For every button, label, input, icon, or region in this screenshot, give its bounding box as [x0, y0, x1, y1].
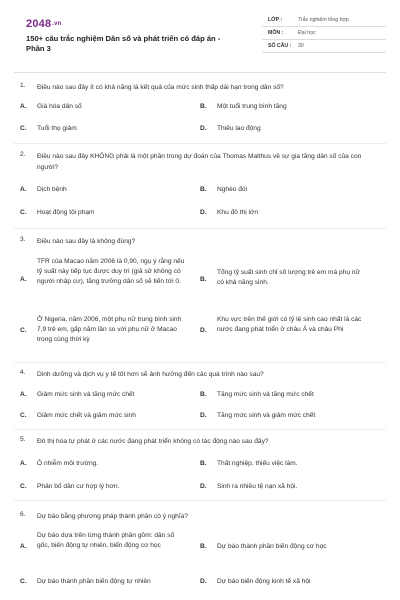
option-text: Khu vực trên thế giới có tỷ lệ sinh cao nhất là các nước đang phát triển ở châu Á và châu Phi — [217, 316, 362, 333]
question-text: Điều nào sau đây là không đúng? — [37, 238, 136, 245]
question-number: 2. — [20, 151, 26, 158]
option-text: Một tuổi trung bình tăng — [217, 103, 287, 110]
option-text: Dịch bệnh — [37, 186, 67, 193]
option-letter: D. — [200, 412, 207, 419]
meta-value: Trắc nghiệm tổng hợp — [298, 17, 349, 23]
option-d[interactable] — [200, 577, 375, 587]
document-header — [14, 14, 386, 66]
meta-row-class — [262, 14, 386, 27]
document-meta — [262, 14, 386, 53]
option-b[interactable] — [200, 257, 375, 303]
site-logo[interactable] — [26, 18, 62, 30]
question-separator — [14, 143, 386, 144]
question-2 — [20, 151, 380, 223]
option-text: Thiếu lao động — [217, 125, 261, 132]
option-letter: C. — [20, 578, 27, 585]
option-text: Tăng mức sinh và tăng mức chết — [217, 391, 314, 398]
question-number: 6. — [20, 511, 26, 518]
option-b[interactable] — [200, 390, 370, 400]
question-text: Điều nào sau đây ít có khả năng là kết quả của mức sinh thấp dài hạn trong dân số? — [37, 84, 284, 91]
meta-label: LỚP : — [268, 17, 283, 23]
meta-value: 30 — [298, 43, 304, 49]
question-3 — [20, 236, 380, 360]
question-number: 3. — [20, 236, 26, 243]
option-text: Tổng tỷ suất sinh chỉ số lượng trẻ em mà phụ nữ có khả năng sinh. — [217, 269, 360, 286]
option-c[interactable] — [20, 482, 190, 492]
option-text: Hoạt động tội phạm — [37, 209, 95, 216]
question-5 — [20, 436, 380, 494]
meta-row-count — [262, 40, 386, 53]
option-text: Tuổi thọ giảm — [37, 125, 77, 132]
option-letter: B. — [200, 103, 207, 110]
option-c[interactable] — [20, 577, 195, 587]
option-text: Nghèo đói — [217, 186, 248, 193]
question-4 — [20, 369, 380, 425]
option-letter: C. — [20, 412, 27, 419]
option-d[interactable] — [200, 315, 375, 347]
meta-label: MÔN : — [268, 30, 284, 36]
option-letter: D. — [200, 209, 207, 216]
option-c[interactable] — [20, 208, 190, 218]
option-c[interactable] — [20, 315, 195, 347]
option-text: Ô nhiễm môi trường. — [37, 460, 99, 467]
option-d[interactable] — [200, 208, 370, 218]
question-separator — [14, 429, 386, 430]
option-a[interactable] — [20, 390, 190, 400]
option-letter: D. — [200, 125, 207, 132]
option-text: Khu đô thị lớn — [217, 209, 258, 216]
option-letter: B. — [200, 276, 207, 283]
question-1 — [20, 82, 380, 138]
option-text: Thất nghiệp, thiếu việc làm. — [217, 460, 298, 467]
option-letter: A. — [20, 103, 27, 110]
option-letter: C. — [20, 125, 27, 132]
option-c[interactable] — [20, 411, 190, 421]
question-separator — [14, 228, 386, 229]
meta-label: SỐ CÂU : — [268, 43, 292, 49]
option-letter: A. — [20, 276, 27, 283]
option-text: Tăng mức sinh và giảm mức chết — [217, 412, 316, 419]
option-text: Dự báo dựa trên từng thành phần gồm: dân số gốc, biến động tự nhiên, biến động cơ học — [37, 532, 175, 549]
option-letter: C. — [20, 483, 27, 490]
option-b[interactable] — [200, 102, 370, 112]
question-text: Dự báo bằng phương pháp thành phần có ý nghĩa? — [37, 513, 189, 520]
option-text: TFR của Macao năm 2006 là 0,90, ngụ ý rằng nếu tỷ suất này tiếp tục được duy trì (giả sử không có người nhập cư), tăng trưởng dân số sẽ tiến tới 0. — [37, 258, 185, 285]
option-a[interactable] — [20, 531, 195, 563]
option-a[interactable] — [20, 102, 190, 112]
option-letter: B. — [200, 391, 207, 398]
option-text: Già hóa dân số — [37, 103, 82, 110]
option-b[interactable] — [200, 185, 370, 195]
option-letter: A. — [20, 391, 27, 398]
option-text: Dự báo thành phần biến động tự nhiên — [37, 578, 151, 585]
question-6 — [20, 511, 380, 591]
option-a[interactable] — [20, 185, 190, 195]
option-d[interactable] — [200, 124, 370, 134]
logo-text: 2048 — [26, 18, 52, 30]
option-letter: D. — [200, 327, 207, 334]
option-letter: C. — [20, 209, 27, 216]
option-letter: A. — [20, 186, 27, 193]
option-letter: B. — [200, 460, 207, 467]
question-separator — [14, 500, 386, 501]
document-title: 150+ câu trắc nghiệm Dân số và phát triển có đáp án - Phần 3 — [26, 34, 221, 53]
option-text: Ở Nigeria, năm 2006, một phụ nữ trung bình sinh 7,9 trẻ em, gấp năm lần so với phụ nữ ở Macao trong cùng thời kỳ — [37, 316, 182, 343]
option-letter: A. — [20, 543, 27, 550]
option-letter: D. — [200, 578, 207, 585]
option-a[interactable] — [20, 459, 190, 469]
question-text: Điều nào sau đây KHÔNG phải là một phần trong dự đoán của Thomas Malthus về sự gia tăng dân số của con người? — [37, 153, 362, 171]
option-d[interactable] — [200, 411, 370, 421]
option-c[interactable] — [20, 124, 190, 134]
option-b[interactable] — [200, 459, 370, 469]
option-letter: A. — [20, 460, 27, 467]
question-separator — [14, 362, 386, 363]
meta-value: Đại học — [298, 30, 316, 36]
meta-row-subject — [262, 27, 386, 40]
option-letter: B. — [200, 543, 207, 550]
question-text: Dinh dưỡng và dịch vụ y tế tốt hơn sẽ ảnh hưởng đến các quá trình nào sau? — [37, 371, 264, 378]
question-text: Đô thị hóa tự phát ở các nước đang phát triển không có tác động nào sau đây? — [37, 438, 269, 445]
option-letter: C. — [20, 327, 27, 334]
option-text: Sinh ra nhiều tệ nạn xã hội. — [217, 483, 298, 490]
option-text: Dự báo thành phần biến động cơ học — [217, 543, 327, 550]
option-text: Phân bố dân cư hợp lý hơn. — [37, 483, 120, 490]
option-d[interactable] — [200, 482, 370, 492]
option-letter: B. — [200, 186, 207, 193]
question-number: 5. — [20, 436, 26, 443]
option-text: Dự báo biến động kinh tế xã hội — [217, 578, 311, 585]
option-a[interactable] — [20, 257, 195, 303]
option-text: Giảm mức sinh và tăng mức chết — [37, 391, 135, 398]
question-number: 4. — [20, 369, 26, 376]
logo-suffix: .vn — [52, 21, 62, 27]
question-number: 1. — [20, 82, 26, 89]
option-text: Giảm mức chết và giảm mức sinh — [37, 412, 136, 419]
header-divider — [14, 72, 386, 73]
option-b[interactable] — [200, 531, 375, 563]
option-letter: D. — [200, 483, 207, 490]
